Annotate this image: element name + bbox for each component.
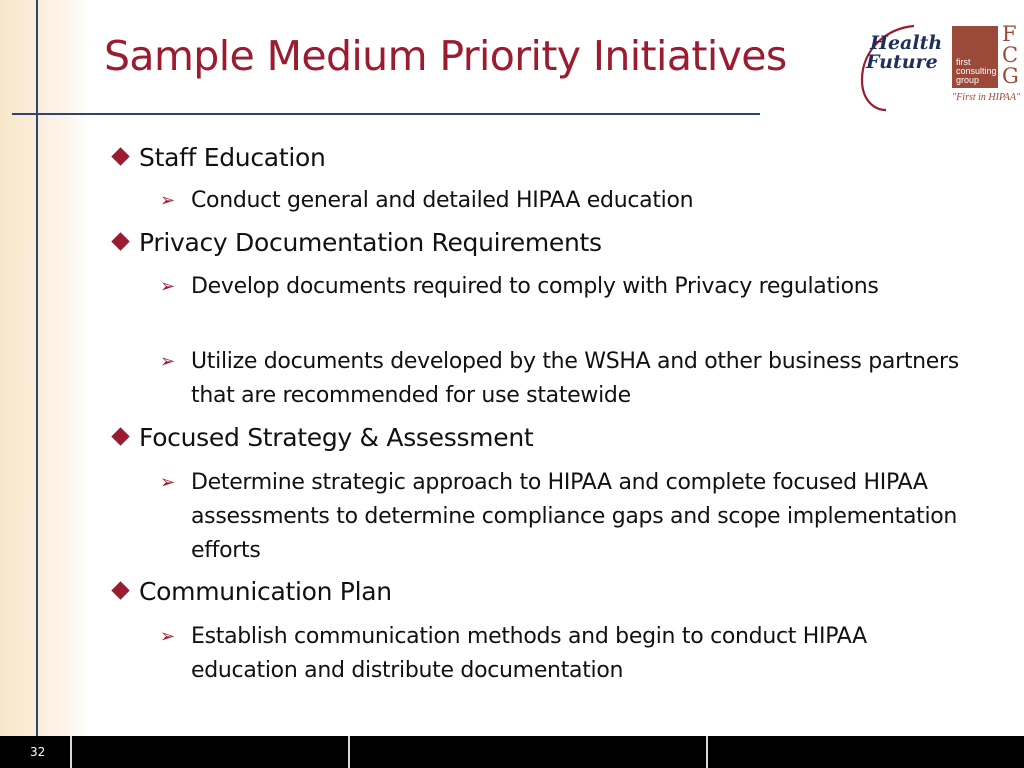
diamond-bullet-icon <box>111 427 129 445</box>
sub-bullet-item <box>160 620 931 688</box>
sub-bullet-text: Establish communication methods and begin to conduct HIPAA education and distribute documentation <box>191 624 867 683</box>
bullet-item <box>110 143 326 172</box>
side-gradient-band <box>0 0 90 736</box>
sub-bullet-item <box>160 466 971 568</box>
sub-bullet-text: Utilize documents developed by the WSHA and other business partners that are recommended for use statewide <box>191 349 959 408</box>
sub-bullet-text: Determine strategic approach to HIPAA and complete focused HIPAA assessments to determine compliance gaps and scope implementation efforts <box>191 470 958 563</box>
bullet-label: Communication Plan <box>139 577 392 606</box>
bullet-label: Privacy Documentation Requirements <box>139 228 602 257</box>
footer-separator <box>348 736 350 768</box>
title-underline <box>12 113 760 115</box>
fcg-line-group: group <box>956 75 980 85</box>
sub-bullet-item <box>160 270 881 304</box>
footer-separator <box>706 736 708 768</box>
fcg-line-consulting: consulting <box>956 66 997 76</box>
diamond-bullet-icon <box>111 581 129 599</box>
bullet-label: Staff Education <box>139 143 326 172</box>
footer-separator <box>70 736 72 768</box>
slide-title: Sample Medium Priority Initiatives <box>104 32 787 80</box>
diamond-bullet-icon <box>111 232 129 250</box>
fcg-letter-g: G <box>1002 64 1019 88</box>
bullet-item <box>110 228 602 257</box>
vertical-rule <box>36 0 38 736</box>
arrow-bullet-icon: ➢ <box>160 190 175 211</box>
company-logo <box>856 22 1024 114</box>
sub-bullet-item <box>160 184 951 218</box>
sub-bullet-text: Conduct general and detailed HIPAA education <box>191 188 694 213</box>
diamond-bullet-icon <box>111 147 129 165</box>
fcg-letter-f: F <box>1002 22 1017 46</box>
arrow-bullet-icon: ➢ <box>160 276 175 297</box>
page-number: 32 <box>30 745 46 759</box>
bullet-item <box>110 423 533 452</box>
logo-health-text: Health <box>870 32 943 54</box>
arrow-bullet-icon: ➢ <box>160 472 175 493</box>
fcg-logo-wordmark <box>956 58 997 85</box>
sub-bullet-text: Develop documents required to comply with Privacy regulations <box>191 274 879 299</box>
bullet-label: Focused Strategy & Assessment <box>139 423 534 452</box>
fcg-line-first: first <box>956 57 971 67</box>
footer-bar <box>0 736 1024 768</box>
logo-future-text: Future <box>866 51 938 73</box>
bullet-item <box>110 577 392 606</box>
arrow-bullet-icon: ➢ <box>160 351 175 372</box>
sub-bullet-item <box>160 345 971 413</box>
fcg-logo-letters <box>1002 24 1019 87</box>
arrow-bullet-icon: ➢ <box>160 626 175 647</box>
fcg-letter-c: C <box>1002 43 1019 67</box>
logo-tagline: "First in HIPAA" <box>952 92 1021 103</box>
